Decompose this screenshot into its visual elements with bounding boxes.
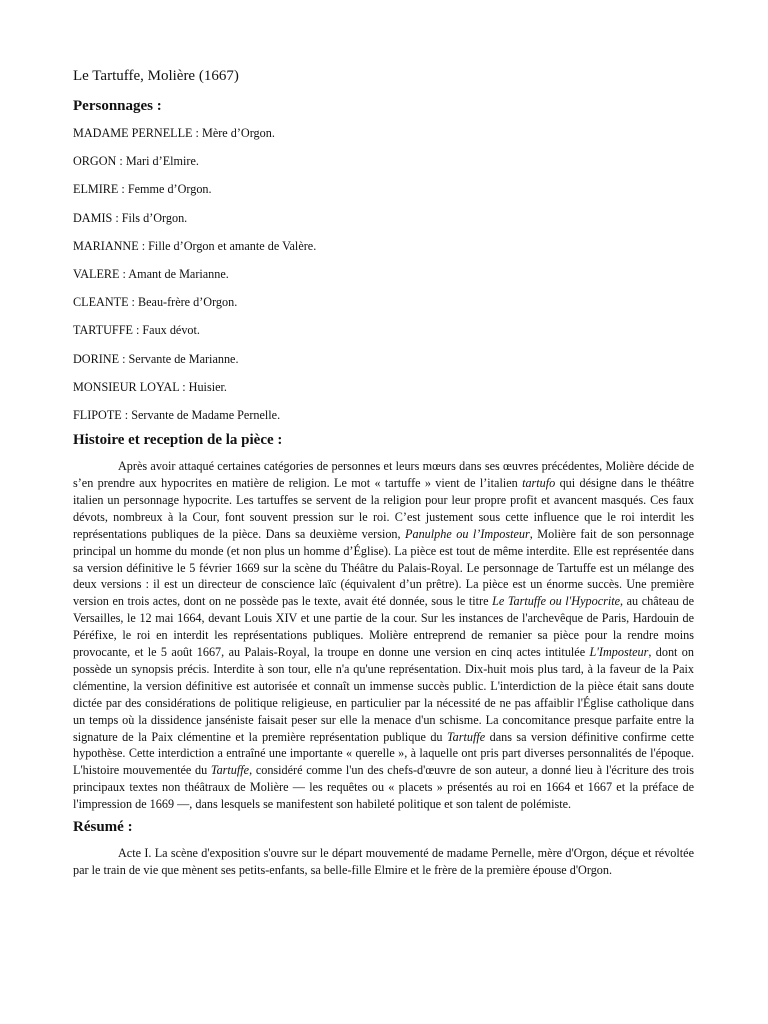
histoire-heading: Histoire et reception de la pièce :: [73, 432, 283, 449]
list-item: CLEANTE : Beau-frère d’Orgon.: [73, 295, 238, 310]
list-item: MONSIEUR LOYAL : Huisier.: [73, 379, 227, 394]
resume-paragraph: Acte I. La scène d'exposition s'ouvre sur le départ mouvementé de madame Pernelle, mère d'Orgon, déçue et révoltée par le train de vie que mènent ses petits-enfants, sa belle-fille Elmire et le frère de la première épouse d'Orgon.: [73, 846, 694, 877]
histoire-text: Après avoir attaqué certaines catégories de personnes et leurs mœurs dans ses œuvres précédentes, Molière décide de s’en prendre aux hypocrites en matière de religion. Le mot « tartuffe » vient de l’italien: [73, 459, 694, 490]
resume-heading: Résumé :: [73, 819, 133, 836]
list-item: VALERE : Amant de Marianne.: [73, 266, 229, 281]
personnages-heading: Personnages :: [73, 98, 162, 114]
document-title: Le Tartuffe, Molière (1667): [73, 68, 239, 84]
list-item: ORGON : Mari d’Elmire.: [73, 154, 199, 169]
histoire-text: , dont on possède un synopsis précis. Interdite à son tour, elle n'a qu'une représentation. Dix-huit mois plus tard, à la faveur de la Paix clémentine, la version définitive est autorisée et connaît un immense succès public. L'interdiction de la pièce était sans doute dictée par des considérations de politique religieuse, en particulier par la nécessité de ne pas affaiblir l'Église catholique dans un temps où la dissidence janséniste faisait peser sur elle la menace d'un schisme. La concomitance presque parfaite entre la signature de la Paix clémentine et la première représentation publique du: [73, 645, 694, 744]
personnages-list: [73, 125, 694, 423]
histoire-paragraph: [73, 458, 694, 813]
histoire-text: dans sa version définitive confirme cette hypothèse. Cette interdiction a entraîné une importante « querelle », à laquelle ont pris part diverses personnalités de l'époque. L'histoire mouvementée du: [73, 729, 694, 778]
histoire-italic: L'Imposteur: [589, 645, 649, 660]
document-page: [73, 66, 694, 888]
histoire-italic: Panulphe ou l’Imposteur: [405, 526, 530, 541]
histoire-italic: Le Tartuffe ou l'Hypocrite: [492, 594, 621, 609]
list-item: TARTUFFE : Faux dévot.: [73, 323, 200, 338]
histoire-text: , considéré comme l'un des chefs-d'œuvre de son auteur, a donné lieu à l'écriture des trois principaux textes non théâtraux de Molière — les requêtes ou « placets » présentés au roi en 1664 et 1667 et la préface de l'impression de 1669 —, dans lesquels se manifestent son habileté politique et son talent de polémiste.: [73, 763, 694, 812]
list-item: MARIANNE : Fille d’Orgon et amante de Valère.: [73, 238, 317, 253]
histoire-text: , Molière fait de son personnage principal un homme du monde (et non plus un homme d’Église). La pièce est tout de même interdite. Elle est représentée dans sa version définitive le 5 février 1669 sur la scène du Théâtre du Palais-Royal. Le personnage de Tartuffe est un mélange des deux versions : il est un directeur de conscience laïc (équivalent d’un prêtre). La pièce est un énorme succès. Une première version en trois actes, dont on ne possède pas le texte, avait été donnée, sous le titre: [73, 526, 694, 609]
histoire-italic: tartufo: [522, 475, 556, 490]
list-item: DORINE : Servante de Marianne.: [73, 351, 239, 366]
histoire-text: , au château de Versailles, le 12 mai 1664, devant Louis XIV et une partie de la cour. Sur les instances de l'archevêque de Paris, Hardouin de Péréfixe, le roi en interdit les représentations publiques. Molière entreprend de remanier sa pièce pour la rendre moins provocante, et le 5 août 1667, au Palais-Royal, la troupe en donne une version en cinq actes intitulée: [73, 594, 694, 660]
histoire-italic: Tartuffe: [210, 763, 250, 778]
list-item: FLIPOTE : Servante de Madame Pernelle.: [73, 407, 281, 422]
histoire-italic: Tartuffe: [446, 729, 486, 744]
list-item: ELMIRE : Femme d’Orgon.: [73, 182, 212, 197]
list-item: MADAME PERNELLE : Mère d’Orgon.: [73, 126, 275, 140]
histoire-text: qui désigne dans le théâtre italien un personnage hypocrite. Les tartuffes se servent de la religion pour leur propre profit et avancent masqués. Ces faux dévots, nombreux à la Cour, font souvent pression sur le roi. C’est justement sous cette influence que le roi interdit les représentations publiques de la pièce. Dans sa deuxième version,: [73, 475, 694, 541]
list-item: DAMIS : Fils d’Orgon.: [73, 210, 188, 225]
